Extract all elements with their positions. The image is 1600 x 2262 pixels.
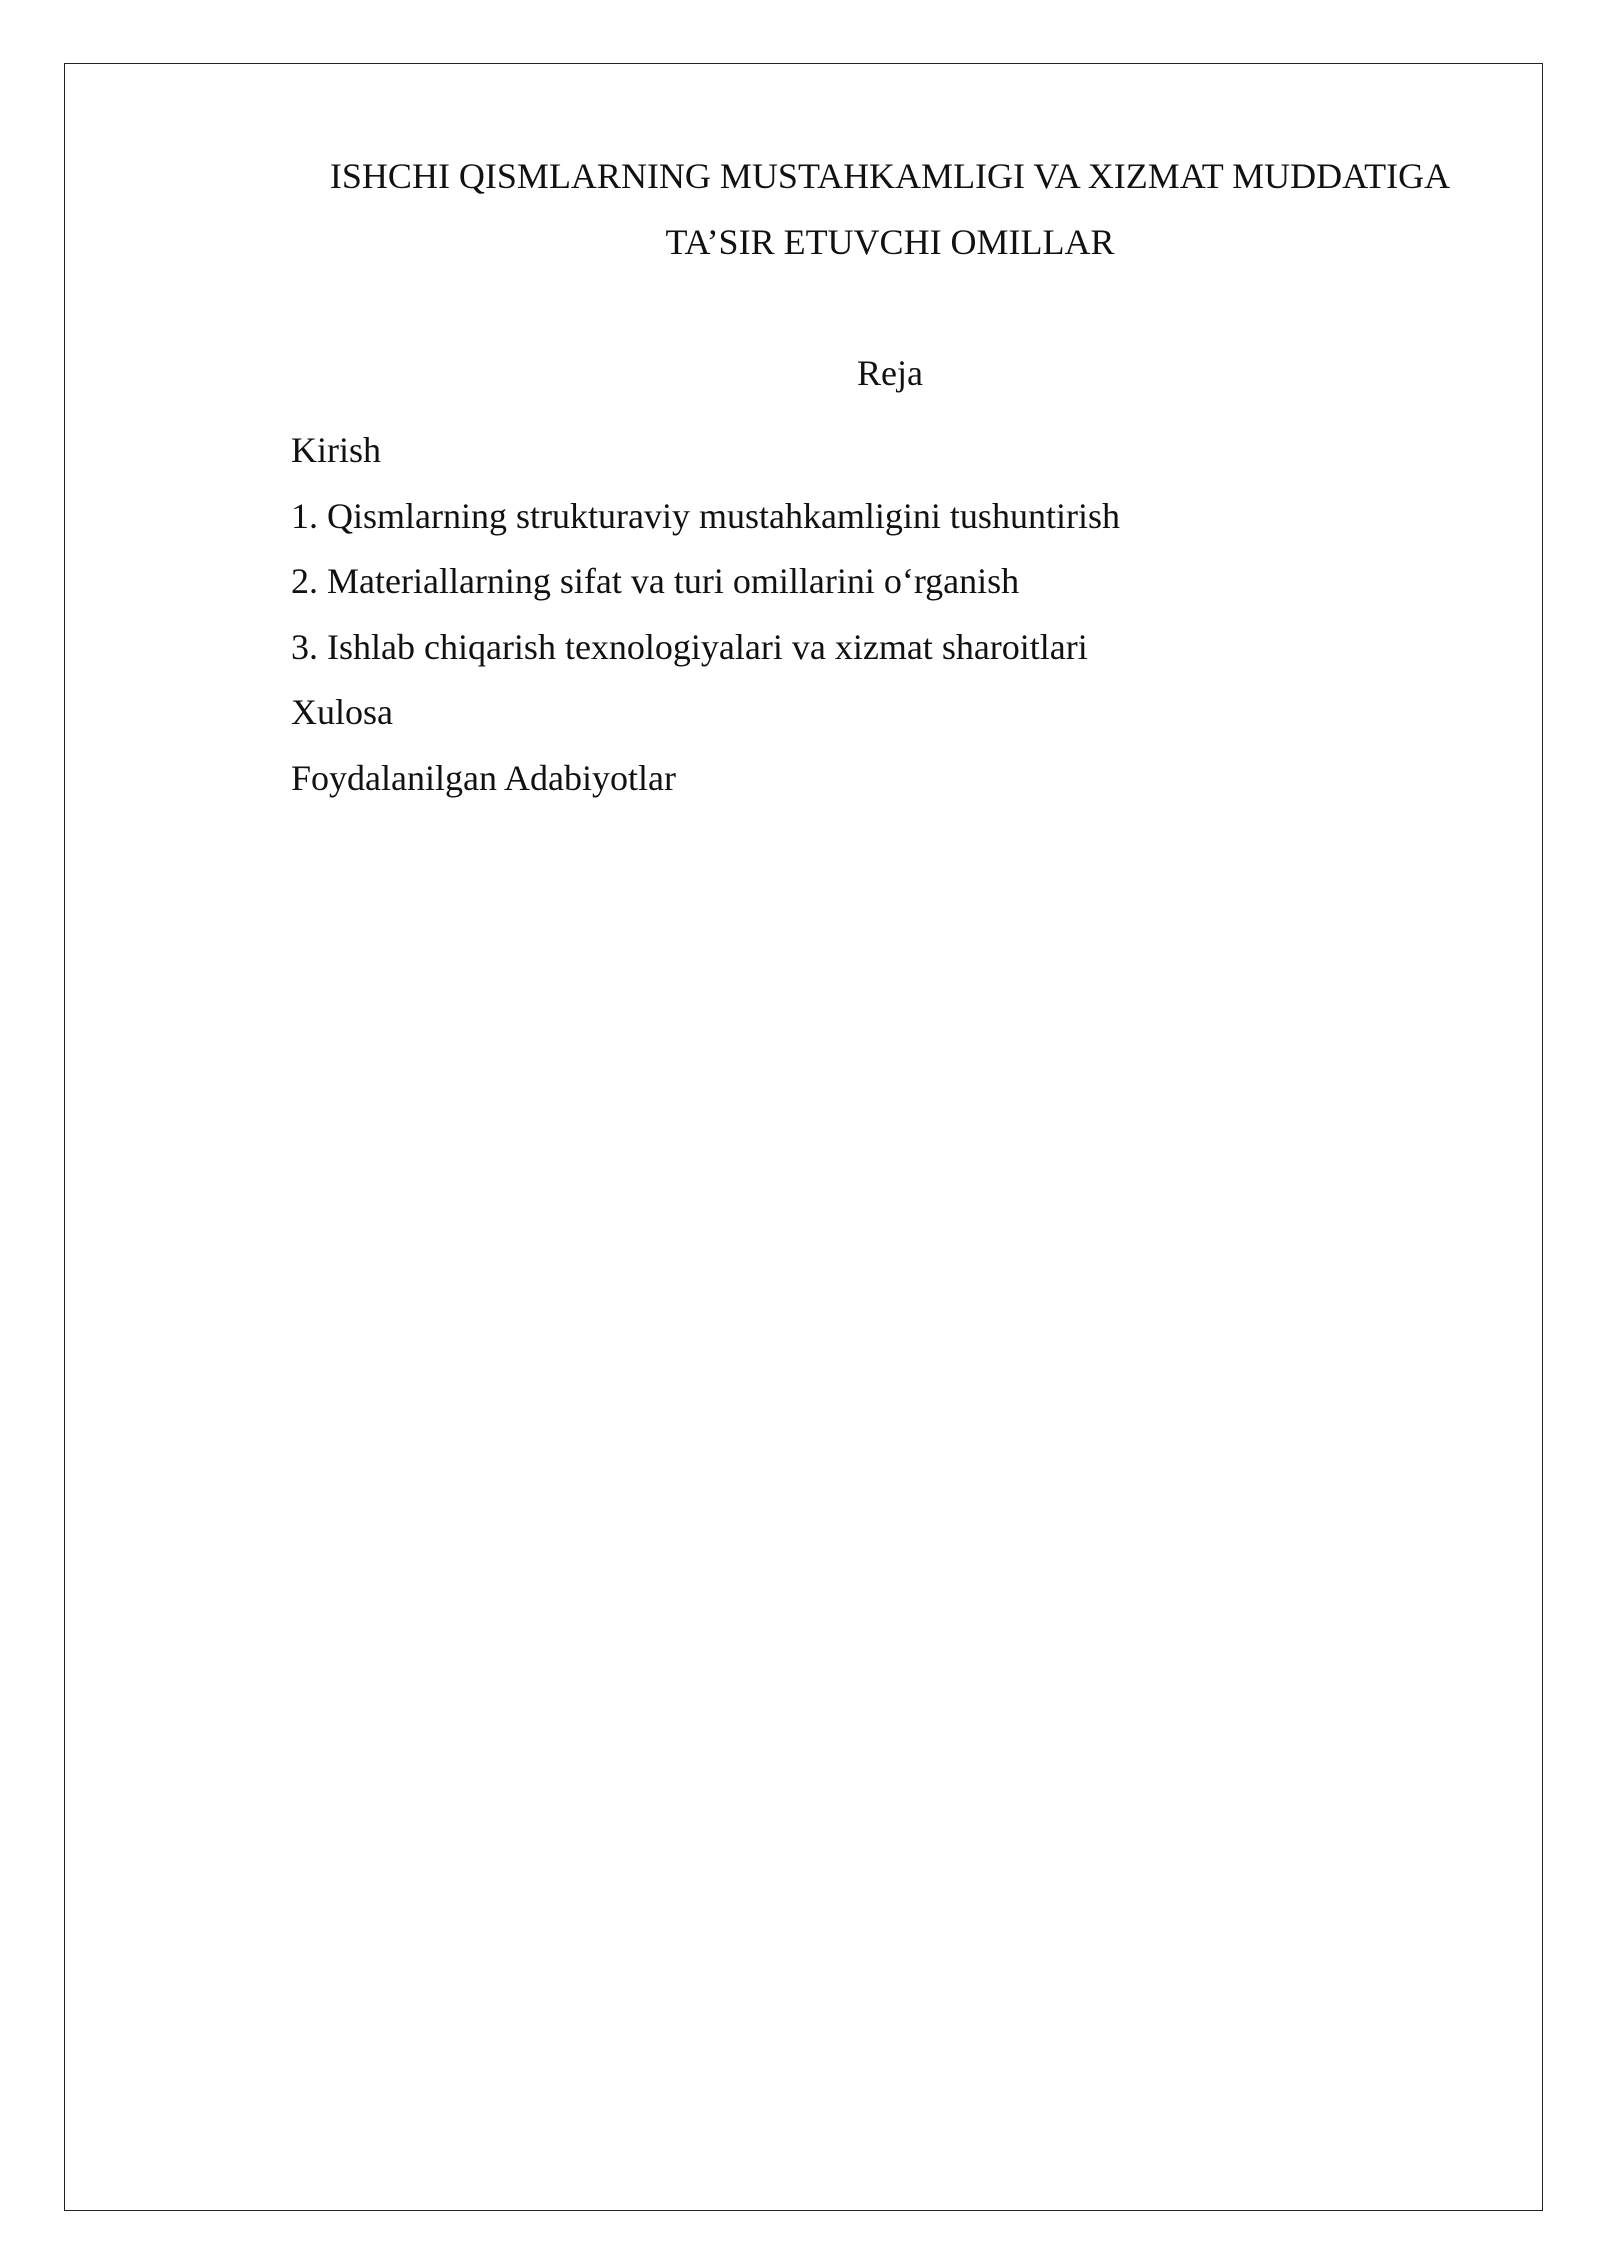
document-title-line-2: TA’SIR ETUVCHI OMILLAR bbox=[665, 222, 1115, 262]
plan-item-references: Foydalanilgan Adabiyotlar bbox=[291, 757, 676, 798]
plan-item-conclusion: Xulosa bbox=[291, 692, 393, 732]
plan-item-introduction: Kirish bbox=[291, 430, 381, 470]
document-title-line-1: ISHCHI QISMLARNING MUSTAHKAMLIGI VA XIZMAT MUDDATIGA bbox=[329, 156, 1451, 196]
plan-item-1: 1. Qismlarning strukturaviy mustahkamligini tushuntirish bbox=[291, 495, 1120, 536]
plan-item-2: 2. Materiallarning sifat va turi omillarini o‘rganish bbox=[291, 561, 1020, 601]
plan-item-3: 3. Ishlab chiqarish texnologiyalari va xizmat sharoitlari bbox=[291, 626, 1088, 667]
plan-list bbox=[291, 418, 1120, 811]
plan-heading: Reja bbox=[857, 353, 923, 393]
